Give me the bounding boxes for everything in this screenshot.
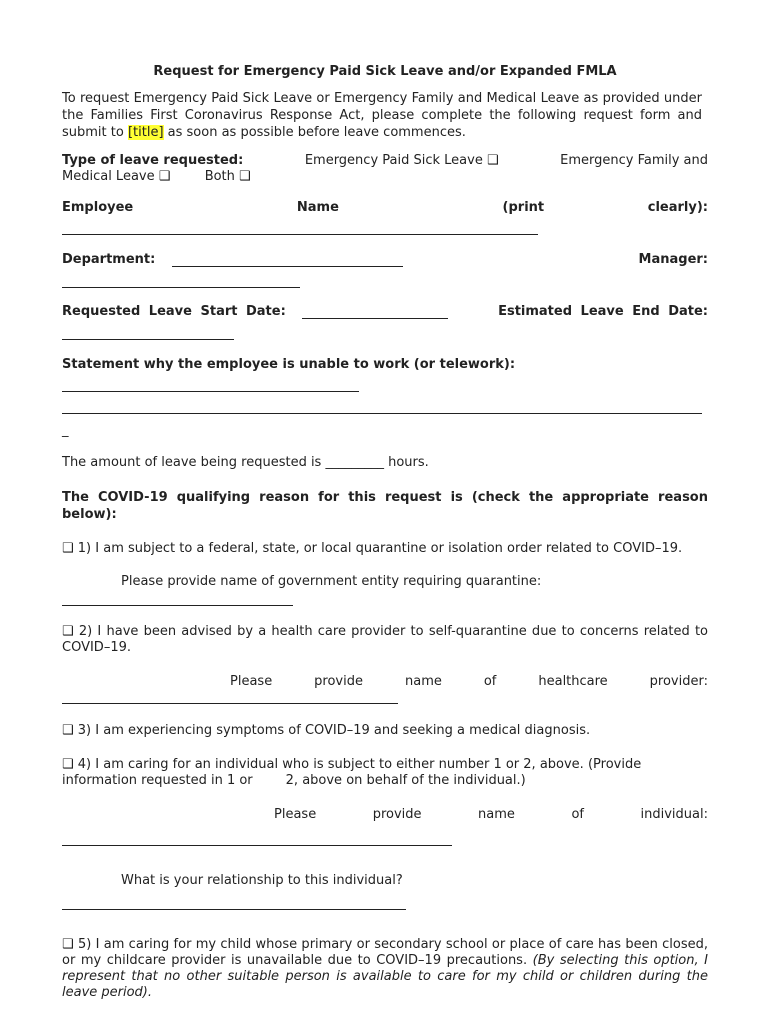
- prompt-word: individual:: [640, 807, 708, 822]
- title-placeholder-highlight: [title]: [127, 125, 164, 140]
- prompt-word: provide: [314, 674, 363, 689]
- statement-label: Statement why the employee is unable to work (or telework):: [62, 357, 516, 372]
- page-title: Request for Emergency Paid Sick Leave and/or Expanded FMLA: [153, 64, 617, 79]
- reason-3-checkbox[interactable]: ❑ 3) I am experiencing symptoms of COVID–19 and seeking a medical diagnosis.: [62, 723, 591, 738]
- statement-field-line-1[interactable]: [62, 391, 359, 392]
- amount-hours-field[interactable]: _________: [325, 455, 384, 470]
- reason-4-relationship-prompt: What is your relationship to this individual?: [121, 873, 403, 888]
- prompt-word: name: [404, 674, 442, 689]
- stray-underscore: _: [62, 423, 69, 438]
- employee-name-word: Employee: [62, 200, 134, 215]
- reason-4-individual-field[interactable]: [62, 845, 452, 846]
- intro-text-end: as soon as possible before leave commences.: [163, 125, 466, 140]
- prompt-word: healthcare: [538, 674, 608, 689]
- employee-name-word: (print: [502, 200, 545, 215]
- reason-4-text: information requested in 1 or: [62, 773, 253, 788]
- leave-option-both[interactable]: Both ❑: [204, 169, 251, 184]
- leave-type-row-2: [62, 169, 251, 184]
- reason-2-prompt: [230, 674, 708, 689]
- reason-2-checkbox[interactable]: ❑ 2) I have been advised by a health care provider to self-quarantine due to concerns related to COVID–19.: [62, 624, 708, 655]
- prompt-word: Please: [230, 674, 273, 689]
- statement-field-line-2[interactable]: [62, 413, 702, 414]
- leave-option-family-cont[interactable]: Medical Leave ❑: [62, 169, 171, 184]
- amount-line: [62, 455, 429, 470]
- leave-option-family[interactable]: Emergency Family and: [560, 153, 708, 168]
- reason-heading: The COVID-19 qualifying reason for this request is (check the appropriate reason below):: [62, 490, 708, 522]
- intro-paragraph: [62, 90, 702, 141]
- employee-name-label: [62, 200, 708, 215]
- leave-type-row: [62, 153, 708, 168]
- prompt-word: Please: [274, 807, 317, 822]
- start-date-label: Requested Leave Start Date:: [62, 304, 286, 319]
- amount-text-end: hours.: [383, 455, 429, 470]
- reason-4-line-2: [62, 773, 526, 788]
- department-label: Department:: [62, 252, 156, 267]
- end-date-field[interactable]: [62, 339, 234, 340]
- employee-name-word: clearly):: [647, 200, 708, 215]
- reason-5-checkbox[interactable]: [62, 937, 708, 1001]
- manager-field[interactable]: [62, 287, 300, 288]
- manager-label: Manager:: [638, 252, 708, 267]
- leave-option-sick[interactable]: Emergency Paid Sick Leave ❑: [304, 153, 499, 168]
- amount-text: The amount of leave being requested is: [62, 455, 326, 470]
- intro-text: To request Emergency Paid Sick Leave or Emergency Family and Medical Leave as provided under the Families First Coronavirus Response Act, please complete the following request form and submit to: [62, 91, 702, 140]
- reason-4-text: 2, above on behalf of the individual.): [285, 773, 526, 788]
- reason-4-checkbox[interactable]: ❑ 4) I am caring for an individual who is subject to either number 1 or 2, above. (Provide: [62, 757, 642, 772]
- employee-name-field[interactable]: [62, 234, 538, 235]
- employee-name-word: Name: [296, 200, 339, 215]
- reason-1-checkbox[interactable]: ❑ 1) I am subject to a federal, state, or local quarantine or isolation order related to COVID–19.: [62, 541, 683, 556]
- reason-2-provider-field[interactable]: [62, 703, 398, 704]
- reason-1-prompt: Please provide name of government entity requiring quarantine:: [121, 574, 542, 589]
- start-date-field[interactable]: [302, 318, 448, 319]
- department-field[interactable]: [172, 266, 403, 267]
- reason-5-italic-note: (By selecting this option, I represent that no other suitable person is available to care for my child or children during the leave period).: [62, 953, 708, 1000]
- prompt-word: of: [571, 807, 584, 822]
- prompt-word: name: [478, 807, 515, 822]
- prompt-word: provider:: [649, 674, 708, 689]
- prompt-word: of: [483, 674, 497, 689]
- end-date-label: Estimated Leave End Date:: [498, 304, 708, 319]
- reason-1-entity-field[interactable]: [62, 605, 293, 606]
- reason-4-relationship-field[interactable]: [62, 909, 406, 910]
- reason-4-prompt: [274, 807, 708, 822]
- leave-type-label: Type of leave requested:: [62, 153, 244, 168]
- prompt-word: provide: [372, 807, 422, 822]
- reason-5-text: ❑ 5) I am caring for my child whose primary or secondary school or place of care has been closed, or my childcare provider is unavailable due to COVID–19 precautions.: [62, 937, 708, 968]
